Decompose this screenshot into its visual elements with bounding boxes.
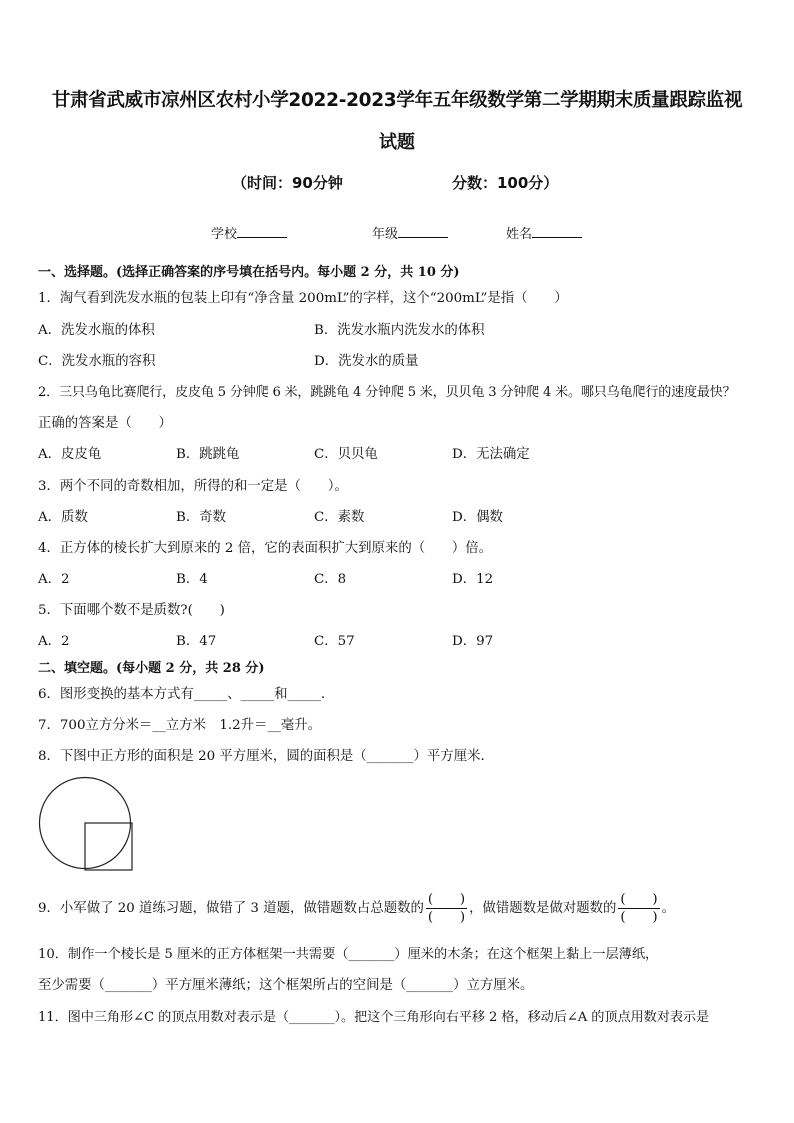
q1-option-d[interactable]: D．洗发水的质量 xyxy=(314,354,419,369)
q3-option-a[interactable]: A．质数 xyxy=(38,510,88,525)
question-4: 4．正方体的棱长扩大到原来的 2 倍，它的表面积扩大到原来的（ ）倍。 xyxy=(38,541,493,556)
q1-option-a[interactable]: A．洗发水瓶的体积 xyxy=(38,323,155,338)
question-3: 3．两个不同的奇数相加，所得的和一定是（ ）。 xyxy=(38,479,348,494)
q3-option-b[interactable]: B．奇数 xyxy=(176,510,227,525)
q9-fraction-2[interactable] xyxy=(618,891,659,926)
q9-fraction-1[interactable] xyxy=(426,891,467,926)
fraction-denominator: ( ) xyxy=(620,910,658,925)
q1-option-c[interactable]: C．洗发水瓶的容积 xyxy=(38,354,156,369)
question-10: 10．制作一个棱长是 5 厘米的正方体框架一共需要（_______）厘米的木条；在这个框架上黏上一层薄纸， xyxy=(38,947,659,962)
q4-option-b[interactable]: B．4 xyxy=(176,572,208,587)
question-2: 2．三只乌龟比赛爬行，皮皮龟 5 分钟爬 6 米，跳跳龟 4 分钟爬 5 米，贝贝龟 3 分钟爬 4 米。哪只乌龟爬行的速度最快？ xyxy=(38,385,736,400)
question-2-answer-prompt: 正确的答案是（ ） xyxy=(38,416,172,431)
school-blank[interactable] xyxy=(237,225,287,238)
fraction-denominator: ( ) xyxy=(427,910,466,925)
q5-option-a[interactable]: A．2 xyxy=(38,634,70,649)
q2-option-d[interactable]: D．无法确定 xyxy=(452,447,530,462)
q3-option-c[interactable]: C．素数 xyxy=(314,510,365,525)
q2-option-b[interactable]: B．跳跳龟 xyxy=(176,447,240,462)
question-9 xyxy=(38,890,675,928)
section1-heading: 一、选择题。(选择正确答案的序号填在括号内。每小题 2 分，共 10 分) xyxy=(38,265,460,280)
q2-option-a[interactable]: A．皮皮龟 xyxy=(38,447,102,462)
name-blank[interactable] xyxy=(532,225,582,238)
question-9-text-c: 。 xyxy=(661,901,676,916)
name-field xyxy=(506,223,582,242)
exam-title-line2: 试题 xyxy=(379,132,415,153)
name-label: 姓名 xyxy=(506,227,533,242)
exam-score: 分数：100分） xyxy=(452,174,559,192)
fraction-numerator: ( ) xyxy=(427,892,466,907)
fraction-numerator: ( ) xyxy=(620,892,658,907)
q5-option-b[interactable]: B．47 xyxy=(176,634,217,649)
grade-field xyxy=(372,223,448,242)
question-8: 8．下图中正方形的面积是 20 平方厘米，圆的面积是（_______）平方厘米． xyxy=(38,749,494,764)
q4-option-c[interactable]: C．8 xyxy=(314,572,347,587)
question-10-line2: 至少需要（_______）平方厘米薄纸；这个框架所占的空间是（_______）立方厘米。 xyxy=(38,978,534,993)
exam-time: （时间：90分钟 xyxy=(232,174,343,192)
question-1: 1．淘气看到洗发水瓶的包装上印有“净含量 200mL”的字样，这个“200mL”是指（ ） xyxy=(38,291,568,306)
question-9-text-a: 9．小军做了 20 道练习题，做错了 3 道题，做错题数占总题数的 xyxy=(38,901,424,916)
q4-option-d[interactable]: D．12 xyxy=(452,572,494,587)
question-6: 6．图形变换的基本方式有_____、_____和_____． xyxy=(38,687,335,702)
question-7: 7．700立方分米＝__立方米 1.2升＝__毫升。 xyxy=(38,718,322,733)
school-field xyxy=(211,223,287,242)
q5-option-d[interactable]: D．97 xyxy=(452,634,494,649)
school-label: 学校 xyxy=(211,227,238,242)
question-9-text-b: ，做错题数是做对题数的 xyxy=(469,901,617,916)
q4-option-a[interactable]: A．2 xyxy=(38,572,70,587)
exam-title: 甘肃省武威市凉州区农村小学2022-2023学年五年级数学第二学期期末质量跟踪监视 xyxy=(51,90,743,111)
circle-square-figure xyxy=(38,776,138,876)
q3-option-d[interactable]: D．偶数 xyxy=(452,510,503,525)
q1-option-b[interactable]: B．洗发水瓶内洗发水的体积 xyxy=(314,323,485,338)
question-11: 11．图中三角形∠C 的顶点用数对表示是（_______）。把这个三角形向右平移 2 格，移动后∠A 的顶点用数对表示是 xyxy=(38,1010,710,1025)
section2-heading: 二、填空题。(每小题 2 分，共 28 分) xyxy=(38,661,265,676)
square-shape xyxy=(85,823,132,870)
q2-option-c[interactable]: C．贝贝龟 xyxy=(314,447,378,462)
q5-option-c[interactable]: C．57 xyxy=(314,634,355,649)
question-5: 5．下面哪个数不是质数?( ) xyxy=(38,603,225,618)
grade-blank[interactable] xyxy=(398,225,448,238)
grade-label: 年级 xyxy=(372,227,399,242)
